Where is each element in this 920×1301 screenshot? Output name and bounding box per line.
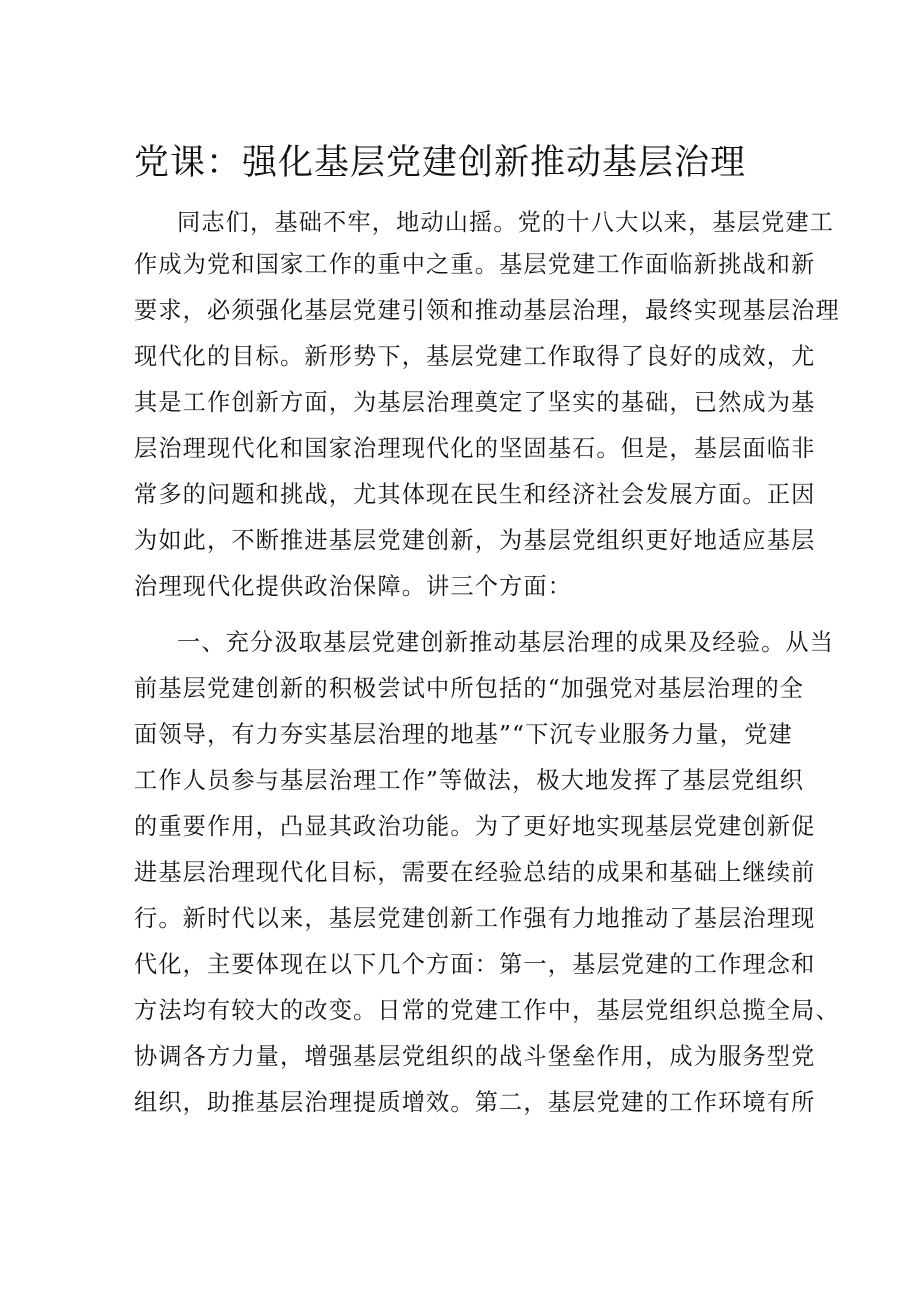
paragraph-line: 进基层治理现代化目标，需要在经验总结的成果和基础上继续前 xyxy=(134,859,816,886)
paragraph-line: 治理现代化提供政治保障。讲三个方面： xyxy=(134,573,573,600)
paragraph-line: 作成为党和国家工作的重中之重。基层党建工作面临新挑战和新 xyxy=(134,251,816,278)
paragraph-line: 为如此，不断推进基层党建创新，为基层党组织更好地适应基层 xyxy=(134,527,816,554)
document-title: 党课：强化基层党建创新推动基层治理 xyxy=(134,143,747,183)
paragraph-line: 要求，必须强化基层党建引领和推动基层治理，最终实现基层治理 xyxy=(134,297,840,324)
paragraph-line: 行。新时代以来，基层党建创新工作强有力地推动了基层治理现 xyxy=(134,905,816,932)
paragraph-line: 代化，主要体现在以下几个方面：第一，基层党建的工作理念和 xyxy=(134,951,816,978)
paragraph-line: 面领导，有力夯实基层治理的地基”“下沉专业服务力量，党建 xyxy=(134,721,793,748)
paragraph-line: 的重要作用，凸显其政治功能。为了更好地实现基层党建创新促 xyxy=(134,813,816,840)
paragraph-line: 协调各方力量，增强基层党组织的战斗堡垒作用，成为服务型党 xyxy=(134,1043,816,1070)
paragraph-line: 其是工作创新方面，为基层治理奠定了坚实的基础，已然成为基 xyxy=(134,389,816,416)
paragraph-line: 一、充分汲取基层党建创新推动基层治理的成果及经验。从当 xyxy=(177,629,835,656)
paragraph-line: 常多的问题和挑战，尤其体现在民生和经济社会发展方面。正因 xyxy=(134,481,816,508)
paragraph-line: 同志们，基础不牢，地动山摇。党的十八大以来，基层党建工 xyxy=(177,209,835,236)
paragraph-line: 组织，助推基层治理提质增效。第二，基层党建的工作环境有所 xyxy=(134,1089,816,1116)
paragraph-line: 前基层党建创新的积极尝试中所包括的“加强党对基层治理的全 xyxy=(134,675,805,702)
paragraph-line: 工作人员参与基层治理工作”等做法，极大地发挥了基层党组织 xyxy=(134,767,805,794)
paragraph-line: 方法均有较大的改变。日常的党建工作中，基层党组织总揽全局、 xyxy=(134,997,840,1024)
paragraph-line: 现代化的目标。新形势下，基层党建工作取得了良好的成效，尤 xyxy=(134,343,816,370)
paragraph-line: 层治理现代化和国家治理现代化的坚固基石。但是，基层面临非 xyxy=(134,435,816,462)
